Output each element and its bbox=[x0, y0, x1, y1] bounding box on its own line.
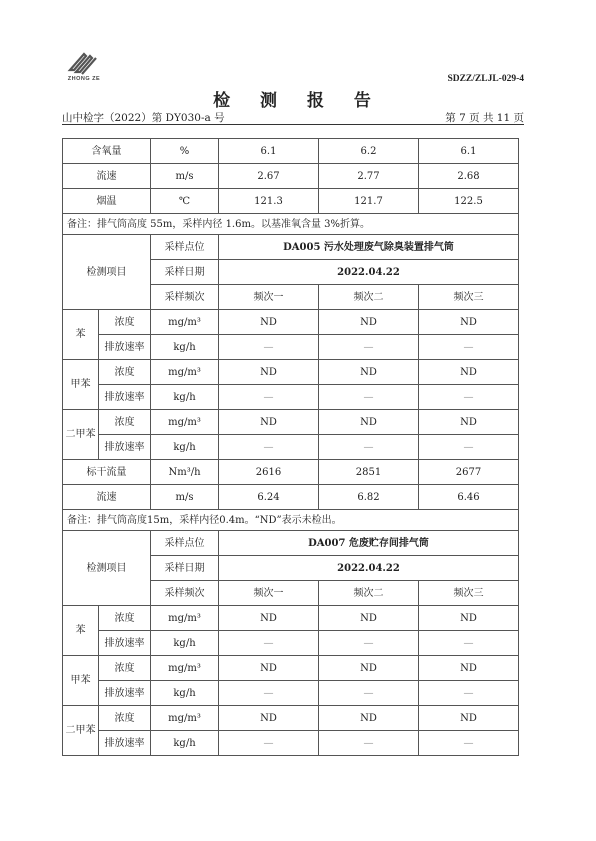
logo-text: ZHONG ZE bbox=[67, 76, 101, 82]
value-cell: 2.68 bbox=[419, 164, 519, 189]
value-cell: 2.77 bbox=[319, 164, 419, 189]
compound-cell: 甲苯 bbox=[63, 656, 99, 706]
value-cell: ND bbox=[419, 656, 519, 681]
unit-cell: mg/m³ bbox=[151, 360, 219, 385]
value-cell: ND bbox=[419, 360, 519, 385]
value-cell: ND bbox=[319, 656, 419, 681]
freq-cell: 频次三 bbox=[419, 581, 519, 606]
value-cell: 121.3 bbox=[219, 189, 319, 214]
note-cell: 备注：排气筒高度15m，采样内径0.4m。“ND”表示未检出。 bbox=[63, 510, 519, 531]
unit-cell: kg/h bbox=[151, 631, 219, 656]
value-cell: 121.7 bbox=[319, 189, 419, 214]
value-cell: ND bbox=[219, 410, 319, 435]
param-cell: 浓度 bbox=[99, 360, 151, 385]
value-cell: ND bbox=[319, 706, 419, 731]
compound-cell: 苯 bbox=[63, 310, 99, 360]
table-row bbox=[63, 310, 519, 335]
freq-cell: 频次一 bbox=[219, 285, 319, 310]
table-row bbox=[63, 385, 519, 410]
value-cell: ND bbox=[219, 656, 319, 681]
table-row bbox=[63, 731, 519, 756]
item-cell: 标干流量 bbox=[63, 460, 151, 485]
value-cell: — bbox=[419, 335, 519, 360]
value-cell: — bbox=[219, 681, 319, 706]
value-cell: 6.2 bbox=[319, 139, 419, 164]
value-cell: 2.67 bbox=[219, 164, 319, 189]
value-cell: ND bbox=[419, 706, 519, 731]
param-cell: 排放速率 bbox=[99, 435, 151, 460]
table-row bbox=[63, 139, 519, 164]
value-cell: 6.1 bbox=[419, 139, 519, 164]
value-cell: ND bbox=[319, 606, 419, 631]
value-cell: — bbox=[319, 731, 419, 756]
table-row bbox=[63, 510, 519, 531]
value-cell: ND bbox=[319, 360, 419, 385]
label-cell: 采样日期 bbox=[151, 556, 219, 581]
note-cell: 备注：排气筒高度 55m，采样内径 1.6m。以基准氧含量 3%折算。 bbox=[63, 214, 519, 235]
sampling-date-cell: 2022.04.22 bbox=[219, 556, 519, 581]
value-cell: — bbox=[219, 385, 319, 410]
table-row bbox=[63, 189, 519, 214]
item-cell: 流速 bbox=[63, 485, 151, 510]
unit-cell: mg/m³ bbox=[151, 656, 219, 681]
sampling-point-cell: DA007 危废贮存间排气筒 bbox=[219, 531, 519, 556]
value-cell: ND bbox=[219, 706, 319, 731]
value-cell: ND bbox=[319, 410, 419, 435]
param-cell: 排放速率 bbox=[99, 681, 151, 706]
value-cell: ND bbox=[319, 310, 419, 335]
label-cell: 采样日期 bbox=[151, 260, 219, 285]
param-cell: 浓度 bbox=[99, 410, 151, 435]
value-cell: 122.5 bbox=[419, 189, 519, 214]
value-cell: — bbox=[419, 385, 519, 410]
item-header-cell: 检测项目 bbox=[63, 531, 151, 606]
unit-cell: Nm³/h bbox=[151, 460, 219, 485]
param-cell: 排放速率 bbox=[99, 385, 151, 410]
value-cell: ND bbox=[219, 360, 319, 385]
unit-cell: mg/m³ bbox=[151, 706, 219, 731]
page-title: 检 测 报 告 bbox=[213, 91, 383, 111]
value-cell: ND bbox=[419, 606, 519, 631]
table-row bbox=[63, 435, 519, 460]
table-row bbox=[63, 706, 519, 731]
header-divider bbox=[62, 124, 524, 125]
table-row bbox=[63, 335, 519, 360]
item-cell: 流速 bbox=[63, 164, 151, 189]
value-cell: 6.24 bbox=[219, 485, 319, 510]
freq-cell: 频次三 bbox=[419, 285, 519, 310]
freq-cell: 频次二 bbox=[319, 285, 419, 310]
value-cell: — bbox=[219, 631, 319, 656]
unit-cell: m/s bbox=[151, 164, 219, 189]
value-cell: 6.82 bbox=[319, 485, 419, 510]
unit-cell: kg/h bbox=[151, 335, 219, 360]
unit-cell: % bbox=[151, 139, 219, 164]
value-cell: ND bbox=[219, 310, 319, 335]
table-row bbox=[63, 164, 519, 189]
freq-cell: 频次一 bbox=[219, 581, 319, 606]
param-cell: 浓度 bbox=[99, 706, 151, 731]
results-table bbox=[62, 138, 519, 756]
freq-cell: 频次二 bbox=[319, 581, 419, 606]
unit-cell: kg/h bbox=[151, 681, 219, 706]
table-row bbox=[63, 360, 519, 385]
sampling-point-cell: DA005 污水处理废气除臭装置排气筒 bbox=[219, 235, 519, 260]
label-cell: 采样点位 bbox=[151, 235, 219, 260]
table-row bbox=[63, 606, 519, 631]
item-cell: 含氧量 bbox=[63, 139, 151, 164]
value-cell: 6.46 bbox=[419, 485, 519, 510]
unit-cell: kg/h bbox=[151, 435, 219, 460]
value-cell: 6.1 bbox=[219, 139, 319, 164]
label-cell: 采样点位 bbox=[151, 531, 219, 556]
unit-cell: m/s bbox=[151, 485, 219, 510]
table-row bbox=[63, 656, 519, 681]
value-cell: 2677 bbox=[419, 460, 519, 485]
item-cell: 烟温 bbox=[63, 189, 151, 214]
table-row bbox=[63, 631, 519, 656]
page-info: 第 7 页 共 11 页 bbox=[445, 112, 524, 124]
value-cell: — bbox=[219, 335, 319, 360]
param-cell: 浓度 bbox=[99, 656, 151, 681]
report-number: 山中检字（2022）第 DY030-a 号 bbox=[62, 112, 225, 124]
param-cell: 浓度 bbox=[99, 310, 151, 335]
label-cell: 采样频次 bbox=[151, 285, 219, 310]
value-cell: ND bbox=[419, 310, 519, 335]
value-cell: — bbox=[419, 435, 519, 460]
value-cell: — bbox=[319, 681, 419, 706]
unit-cell: mg/m³ bbox=[151, 410, 219, 435]
value-cell: — bbox=[419, 681, 519, 706]
compound-cell: 苯 bbox=[63, 606, 99, 656]
table-row bbox=[63, 410, 519, 435]
unit-cell: mg/m³ bbox=[151, 606, 219, 631]
param-cell: 排放速率 bbox=[99, 631, 151, 656]
table-row bbox=[63, 214, 519, 235]
value-cell: ND bbox=[419, 410, 519, 435]
value-cell: — bbox=[419, 631, 519, 656]
value-cell: — bbox=[219, 435, 319, 460]
unit-cell: kg/h bbox=[151, 731, 219, 756]
table-row bbox=[63, 460, 519, 485]
sampling-date-cell: 2022.04.22 bbox=[219, 260, 519, 285]
compound-cell: 二甲苯 bbox=[63, 410, 99, 460]
value-cell: 2851 bbox=[319, 460, 419, 485]
compound-cell: 二甲苯 bbox=[63, 706, 99, 756]
unit-cell: kg/h bbox=[151, 385, 219, 410]
value-cell: — bbox=[319, 435, 419, 460]
value-cell: — bbox=[319, 631, 419, 656]
param-cell: 排放速率 bbox=[99, 731, 151, 756]
value-cell: ND bbox=[219, 606, 319, 631]
table-row bbox=[63, 235, 519, 260]
table-row bbox=[63, 485, 519, 510]
table-row bbox=[63, 681, 519, 706]
value-cell: — bbox=[219, 731, 319, 756]
compound-cell: 甲苯 bbox=[63, 360, 99, 410]
value-cell: — bbox=[319, 335, 419, 360]
label-cell: 采样频次 bbox=[151, 581, 219, 606]
unit-cell: mg/m³ bbox=[151, 310, 219, 335]
table-row bbox=[63, 531, 519, 556]
value-cell: 2616 bbox=[219, 460, 319, 485]
value-cell: — bbox=[319, 385, 419, 410]
unit-cell: ℃ bbox=[151, 189, 219, 214]
value-cell: — bbox=[419, 731, 519, 756]
item-header-cell: 检测项目 bbox=[63, 235, 151, 310]
param-cell: 排放速率 bbox=[99, 335, 151, 360]
document-number: SDZZ/ZLJL-029-4 bbox=[447, 74, 524, 84]
param-cell: 浓度 bbox=[99, 606, 151, 631]
